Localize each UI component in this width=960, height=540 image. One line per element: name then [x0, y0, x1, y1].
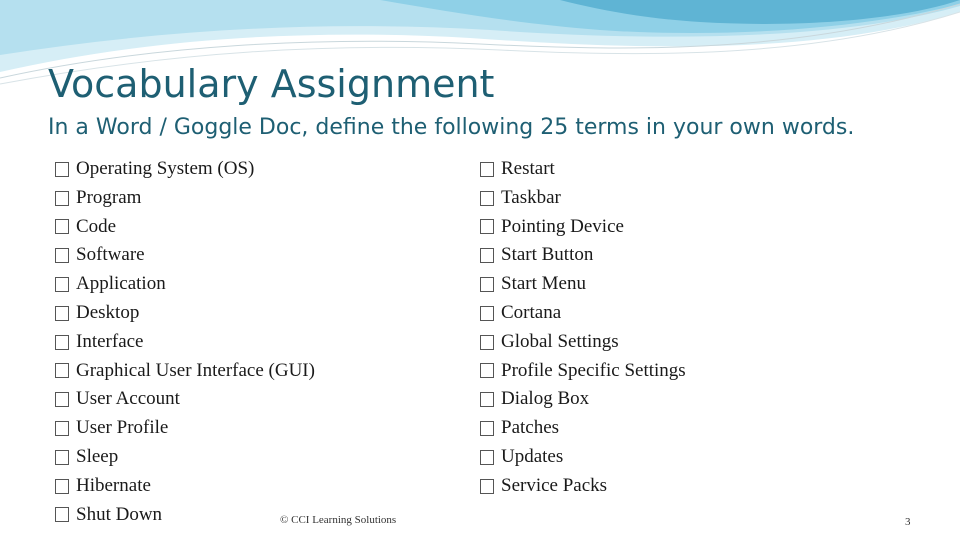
term-label: Updates — [501, 445, 564, 467]
term-label: User Account — [76, 388, 180, 410]
checkbox-bullet-icon — [55, 306, 69, 321]
page-number: 3 — [905, 516, 911, 528]
term-label: User Profile — [76, 417, 169, 439]
list-item — [480, 270, 686, 299]
list-item — [55, 443, 315, 472]
slide-title: Vocabulary Assignment — [48, 62, 495, 106]
checkbox-bullet-icon — [480, 450, 494, 465]
checkbox-bullet-icon — [55, 335, 69, 350]
list-item — [55, 241, 315, 270]
checkbox-bullet-icon — [480, 219, 494, 234]
checkbox-bullet-icon — [55, 450, 69, 465]
list-item — [55, 501, 315, 530]
term-label: Taskbar — [501, 186, 561, 208]
list-item — [55, 184, 315, 213]
checkbox-bullet-icon — [55, 421, 69, 436]
list-item — [480, 213, 686, 242]
checkbox-bullet-icon — [480, 363, 494, 378]
list-item — [480, 299, 686, 328]
checkbox-bullet-icon — [55, 191, 69, 206]
term-label: Start Menu — [501, 273, 586, 295]
term-label: Cortana — [501, 301, 562, 323]
term-label: Software — [76, 244, 145, 266]
checkbox-bullet-icon — [480, 392, 494, 407]
term-label: Service Packs — [501, 474, 608, 496]
term-label: Patches — [501, 417, 560, 439]
copyright-footer: © CCI Learning Solutions — [280, 514, 397, 526]
term-label: Interface — [76, 330, 144, 352]
term-label: Global Settings — [501, 330, 619, 352]
checkbox-bullet-icon — [480, 421, 494, 436]
checkbox-bullet-icon — [55, 479, 69, 494]
checkbox-bullet-icon — [480, 306, 494, 321]
term-label: Profile Specific Settings — [501, 359, 686, 381]
checkbox-bullet-icon — [55, 392, 69, 407]
checkbox-bullet-icon — [55, 162, 69, 177]
list-item — [55, 328, 315, 357]
term-label: Program — [76, 186, 142, 208]
checkbox-bullet-icon — [480, 191, 494, 206]
checkbox-bullet-icon — [55, 248, 69, 263]
term-label: Desktop — [76, 301, 140, 323]
term-label: Shut Down — [76, 503, 163, 525]
left-terms-list — [55, 155, 315, 529]
list-item — [480, 184, 686, 213]
list-item — [55, 213, 315, 242]
checkbox-bullet-icon — [480, 277, 494, 292]
checkbox-bullet-icon — [480, 248, 494, 263]
term-label: Graphical User Interface (GUI) — [76, 359, 315, 381]
checkbox-bullet-icon — [55, 507, 69, 522]
term-label: Restart — [501, 158, 555, 179]
term-label: Application — [76, 273, 166, 295]
list-item — [480, 328, 686, 357]
list-item — [480, 357, 686, 386]
list-item — [55, 385, 315, 414]
list-item — [55, 155, 315, 184]
list-item — [55, 357, 315, 386]
list-item — [55, 472, 315, 501]
term-label: Hibernate — [76, 474, 151, 496]
term-label: Operating System (OS) — [76, 158, 255, 179]
term-label: Sleep — [76, 445, 119, 467]
list-item — [480, 241, 686, 270]
checkbox-bullet-icon — [480, 162, 494, 177]
term-label: Dialog Box — [501, 388, 590, 410]
checkbox-bullet-icon — [55, 219, 69, 234]
list-item — [480, 414, 686, 443]
term-label: Pointing Device — [501, 215, 624, 237]
list-item — [55, 299, 315, 328]
list-item — [480, 443, 686, 472]
checkbox-bullet-icon — [480, 479, 494, 494]
slide-subtitle: In a Word / Goggle Doc, define the following 25 terms in your own words. — [48, 115, 855, 140]
list-item — [55, 414, 315, 443]
term-label: Start Button — [501, 244, 594, 266]
list-item — [480, 472, 686, 501]
list-item — [480, 155, 686, 184]
checkbox-bullet-icon — [55, 363, 69, 378]
checkbox-bullet-icon — [55, 277, 69, 292]
right-terms-list — [480, 155, 686, 501]
checkbox-bullet-icon — [480, 335, 494, 350]
list-item — [55, 270, 315, 299]
list-item — [480, 385, 686, 414]
term-label: Code — [76, 215, 117, 237]
